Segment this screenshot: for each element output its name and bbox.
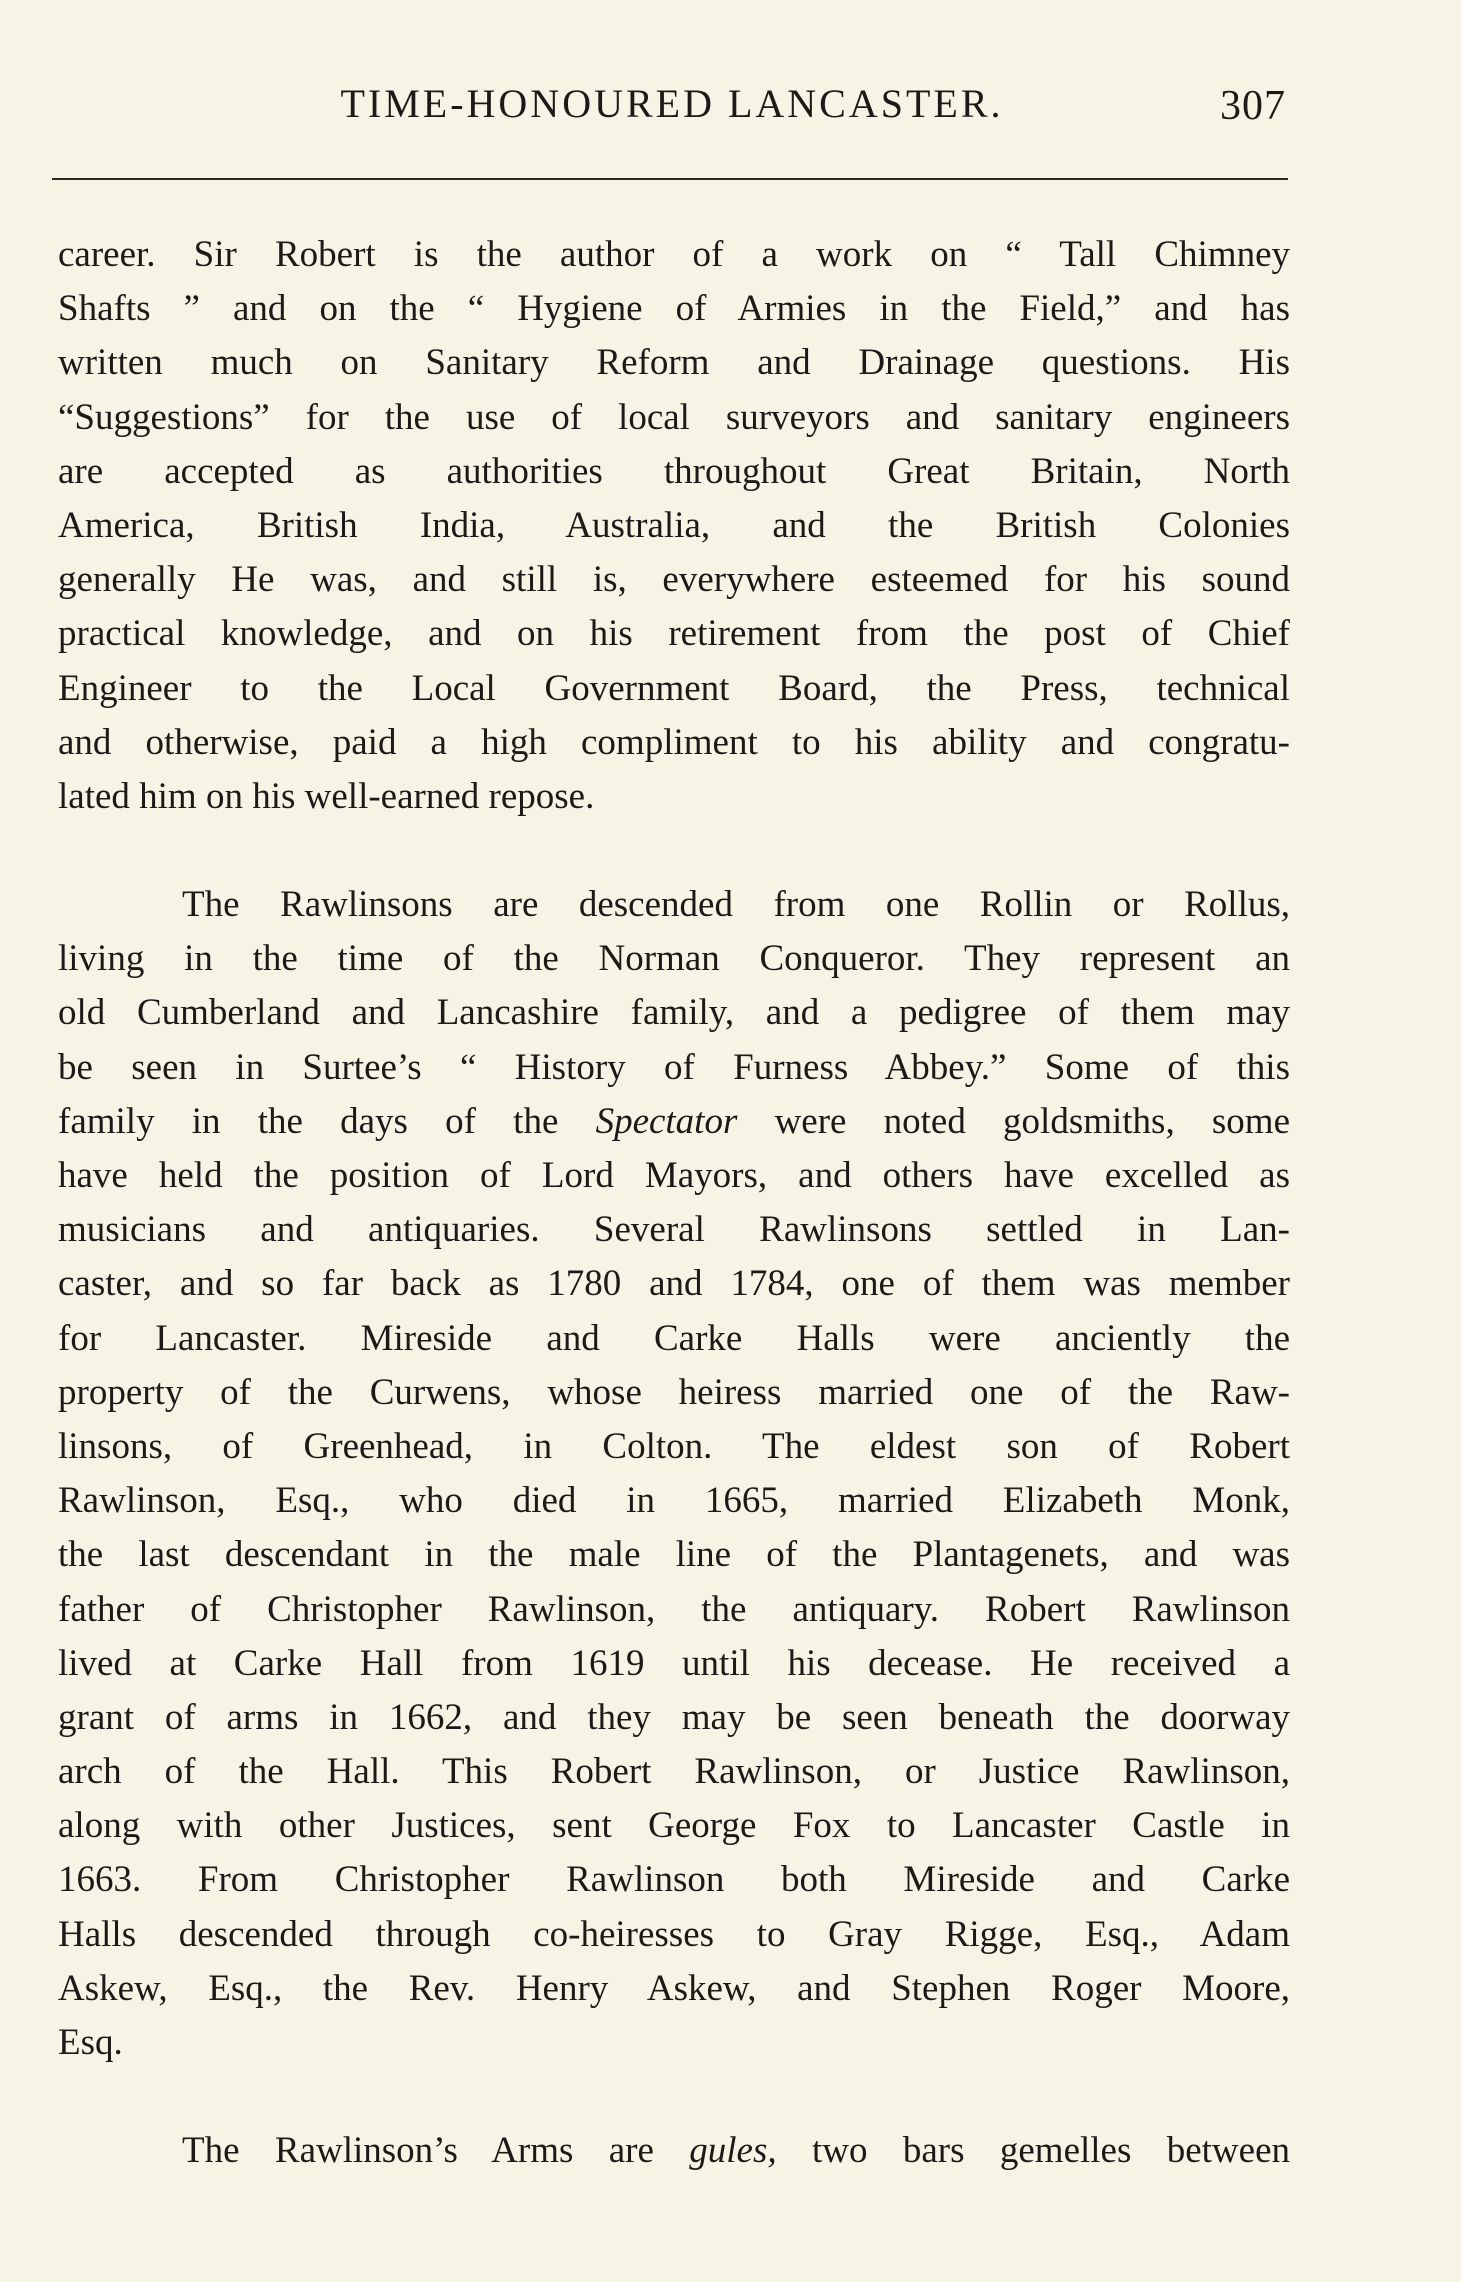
text-line: Shafts ” and on the “ Hygiene of Armies in the Field,” and has <box>58 288 1290 330</box>
italic-title: Spectator <box>595 1100 738 1142</box>
text-line: father of Christopher Rawlinson, the antiquary. Robert Rawlinson <box>58 1588 1290 1630</box>
text-line: old Cumberland and Lancashire family, and a pedigree of them may <box>58 992 1290 1034</box>
text-line: the last descendant in the male line of the Plantagenets, and was <box>58 1534 1290 1576</box>
text-line: lived at Carke Hall from 1619 until his decease. He received a <box>58 1642 1290 1684</box>
paragraph-1 <box>58 228 1290 824</box>
text-line: along with other Justices, sent George Fox to Lancaster Castle in <box>58 1805 1290 1847</box>
text-line: arch of the Hall. This Robert Rawlinson, or Justice Rawlinson, <box>58 1751 1290 1793</box>
text-run: The Rawlinson’s Arms are <box>182 2130 690 2172</box>
text-line: Askew, Esq., the Rev. Henry Askew, and Stephen Roger Moore, <box>58 1967 1290 2009</box>
text-line: and otherwise, paid a high compliment to his ability and congratu- <box>58 721 1290 763</box>
text-line: have held the position of Lord Mayors, and others have excelled as <box>58 1155 1290 1196</box>
text-line: musicians and antiquaries. Several Rawlinsons settled in Lan- <box>58 1209 1290 1251</box>
text-line: lated him on his well-earned repose. <box>58 775 595 817</box>
text-line: The Rawlinsons are descended from one Rollin or Rollus, <box>182 884 1290 926</box>
text-run: were noted goldsmiths, some <box>737 1100 1290 1142</box>
text-run: family in the days of the <box>58 1100 596 1142</box>
text-line: 1663. From Christopher Rawlinson both Mireside and Carke <box>58 1859 1290 1901</box>
running-title: TIME-HONOURED LANCASTER. <box>340 81 1004 126</box>
text-line: written much on Sanitary Reform and Drainage questions. His <box>58 342 1290 384</box>
paragraph-3 <box>58 2124 1290 2178</box>
text-line: Esq. <box>58 2022 123 2063</box>
page-number: 307 <box>1220 83 1286 129</box>
text-line: Halls descended through co-heiresses to Gray Rigge, Esq., Adam <box>58 1913 1290 1955</box>
text-line: be seen in Surtee’s “ History of Furness Abbey.” Some of this <box>58 1046 1290 1088</box>
text-line: living in the time of the Norman Conqueror. They represent an <box>58 938 1290 980</box>
text-line: America, British India, Australia, and the British Colonies <box>58 504 1290 546</box>
text-line: generally He was, and still is, everywhere esteemed for his sound <box>58 559 1290 601</box>
text-line: career. Sir Robert is the author of a work on “ Tall Chimney <box>58 234 1290 275</box>
body-text <box>58 228 1290 2178</box>
text-run: two bars gemelles between <box>776 2130 1291 2172</box>
header-rule <box>52 178 1288 180</box>
text-line: Engineer to the Local Government Board, the Press, technical <box>58 667 1290 709</box>
text-line: Rawlinson, Esq., who died in 1665, married Elizabeth Monk, <box>58 1480 1290 1522</box>
paragraph-gap <box>58 2070 1290 2124</box>
italic-term: gules, <box>689 2130 777 2172</box>
text-line: property of the Curwens, whose heiress married one of the Raw- <box>58 1371 1290 1413</box>
running-head <box>52 72 1292 136</box>
text-line-with-italic <box>58 1095 1290 1149</box>
text-line: caster, and so far back as 1780 and 1784, one of them was member <box>58 1263 1290 1305</box>
text-line: “Suggestions” for the use of local surveyors and sanitary engineers <box>58 396 1290 438</box>
text-line: practical knowledge, and on his retirement from the post of Chief <box>58 613 1290 655</box>
text-line: grant of arms in 1662, and they may be seen beneath the doorway <box>58 1696 1290 1738</box>
text-line: for Lancaster. Mireside and Carke Halls were anciently the <box>58 1317 1290 1359</box>
paragraph-gap <box>58 824 1290 878</box>
text-line: linsons, of Greenhead, in Colton. The eldest son of Robert <box>58 1425 1290 1467</box>
paragraph-2 <box>58 878 1290 2070</box>
text-line: are accepted as authorities throughout Great Britain, North <box>58 450 1290 492</box>
text-line-with-italic <box>58 2124 1290 2178</box>
